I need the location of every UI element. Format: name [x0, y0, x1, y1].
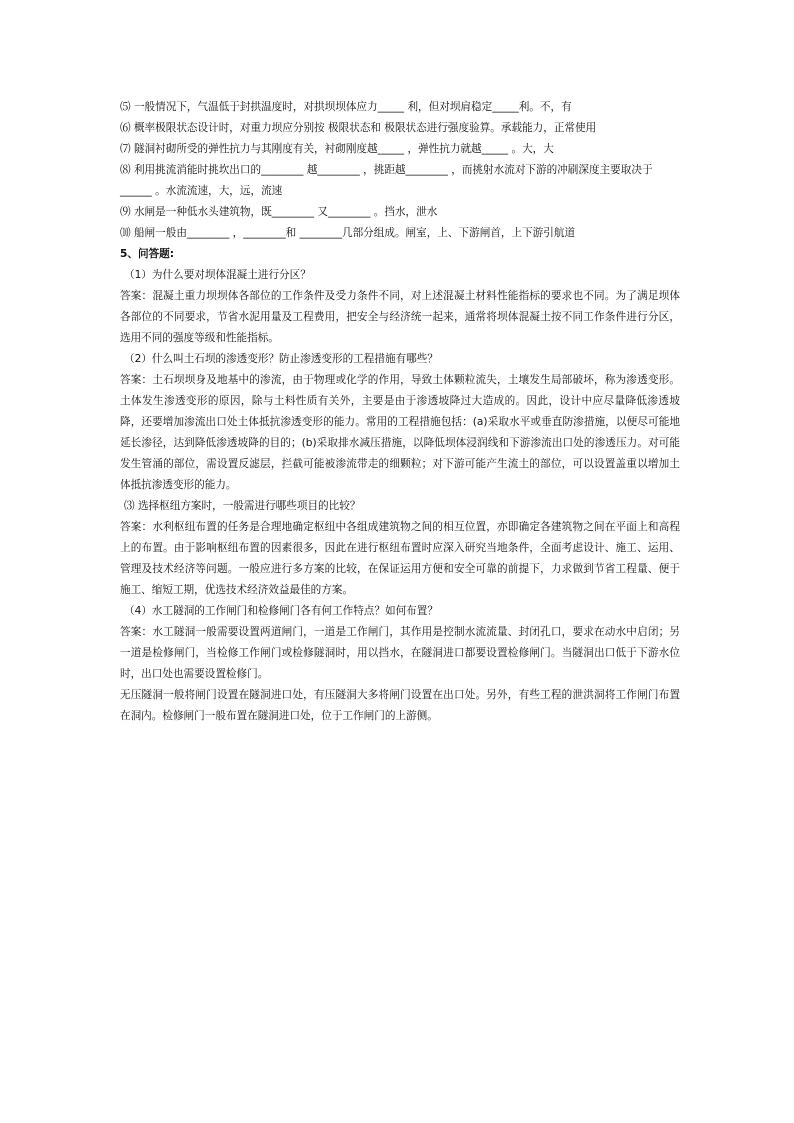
answer-4: 答案：水工隧洞一般需要设置两道闸门，一道是工作闸门，其作用是控制水流流量、封闭孔口，要求在动水中启闭；另一道是检修闸门，当检修工作闸门或检修隧洞时，用以挡水，在隧洞进口都要设置检修闸门。当隧洞出口低于下游水位时，出口处也需要设置检修门。 — [120, 626, 680, 680]
fill-blank-9: ⑼ 水闸是一种低水头建筑物，既________ 又________ 。挡水，泄水 — [120, 206, 438, 218]
question-4: （4）水工隧洞的工作闸门和检修闸门各有何工作特点？如何布置？ — [124, 605, 438, 617]
fill-blank-7: ⑺ 隧洞衬砌所受的弹性抗力与其刚度有关，衬砌刚度越_____ ，弹性抗力就越_____ 。大，大 — [120, 143, 554, 155]
fill-blank-5: ⑸ 一般情况下，气温低于封拱温度时，对拱坝坝体应力_____ 利，但对坝肩稳定_____利。不，有 — [120, 101, 572, 113]
document-page — [120, 97, 680, 727]
answer-1: 答案：混凝土重力坝坝体各部位的工作条件及受力条件不同，对上述混凝土材料性能指标的要求也不同。为了满足坝体各部位的不同要求，节省水泥用量及工程费用，把安全与经济统一起来，通常将坝体混凝土按不同工作条件进行分区，选用不同的强度等级和性能指标。 — [120, 290, 680, 344]
section-title: 5、问答题: — [120, 248, 174, 260]
fill-blank-10: ⑽ 船闸一般由________ ，________和 ________几部分组成。闸室，上、下游闸首，上下游引航道 — [120, 227, 576, 239]
question-1: （1）为什么要对坝体混凝土进行分区？ — [124, 269, 311, 281]
question-3: ⑶ 选择枢纽方案时，一般需进行哪些项目的比较？ — [124, 500, 361, 512]
answer-4-continued: 无压隧洞一般将闸门设置在隧洞进口处，有压隧洞大多将闸门设置在出口处。另外，有些工程的泄洪洞将工作闸门布置在洞内。检修闸门一般布置在隧洞进口处，位于工作闸门的上游侧。 — [120, 689, 680, 722]
answer-3: 答案：水利枢纽布置的任务是合理地确定枢纽中各组成建筑物之间的相互位置，亦即确定各建筑物之间在平面上和高程上的布置。由于影响枢纽布置的因素很多，因此在进行枢纽布置时应深入研究当地条件，全面考虑设计、施工、运用、管理及技术经济等问题。一般应进行多方案的比较，在保证运用方便和安全可靠的前提下，力求做到节省工程量、便于施工、缩短工期，优选技术经济效益最佳的方案。 — [120, 521, 680, 596]
answer-2: 答案：土石坝坝身及地基中的渗流，由于物理或化学的作用，导致土体颗粒流失，土壤发生局部破坏，称为渗透变形。土体发生渗透变形的原因，除与土料性质有关外，主要是由于渗透坡降过大造成的。因此，设计中应尽量降低渗透坡降，还要增加渗流出口处土体抵抗渗透变形的能力。常用的工程措施包括：(a)采取水平或垂直防渗措施，以便尽可能地延长渗径，达到降低渗透坡降的目的；(b)采取排水减压措施，以降低坝体浸润线和下游渗流出口处的渗透压力。对可能发生管涌的部位，需设置反滤层，拦截可能被渗流带走的细颗粒；对下游可能产生流土的部位，可以设置盖重以增加土体抵抗渗透变形的能力。 — [120, 374, 680, 491]
question-2: （2）什么叫土石坝的渗透变形？防止渗透变形的工程措施有哪些？ — [124, 353, 438, 365]
fill-blank-6: ⑹ 概率极限状态设计时，对重力坝应分别按 极限状态和 极限状态进行强度验算。承载能力，正常使用 — [120, 122, 597, 134]
fill-blank-8: ⑻ 利用挑流消能时挑坎出口的________ 越________ ，挑距越________ ，而挑射水流对下游的冲刷深度主要取决于______ 。水流流速，大，远，流速 — [120, 164, 653, 197]
